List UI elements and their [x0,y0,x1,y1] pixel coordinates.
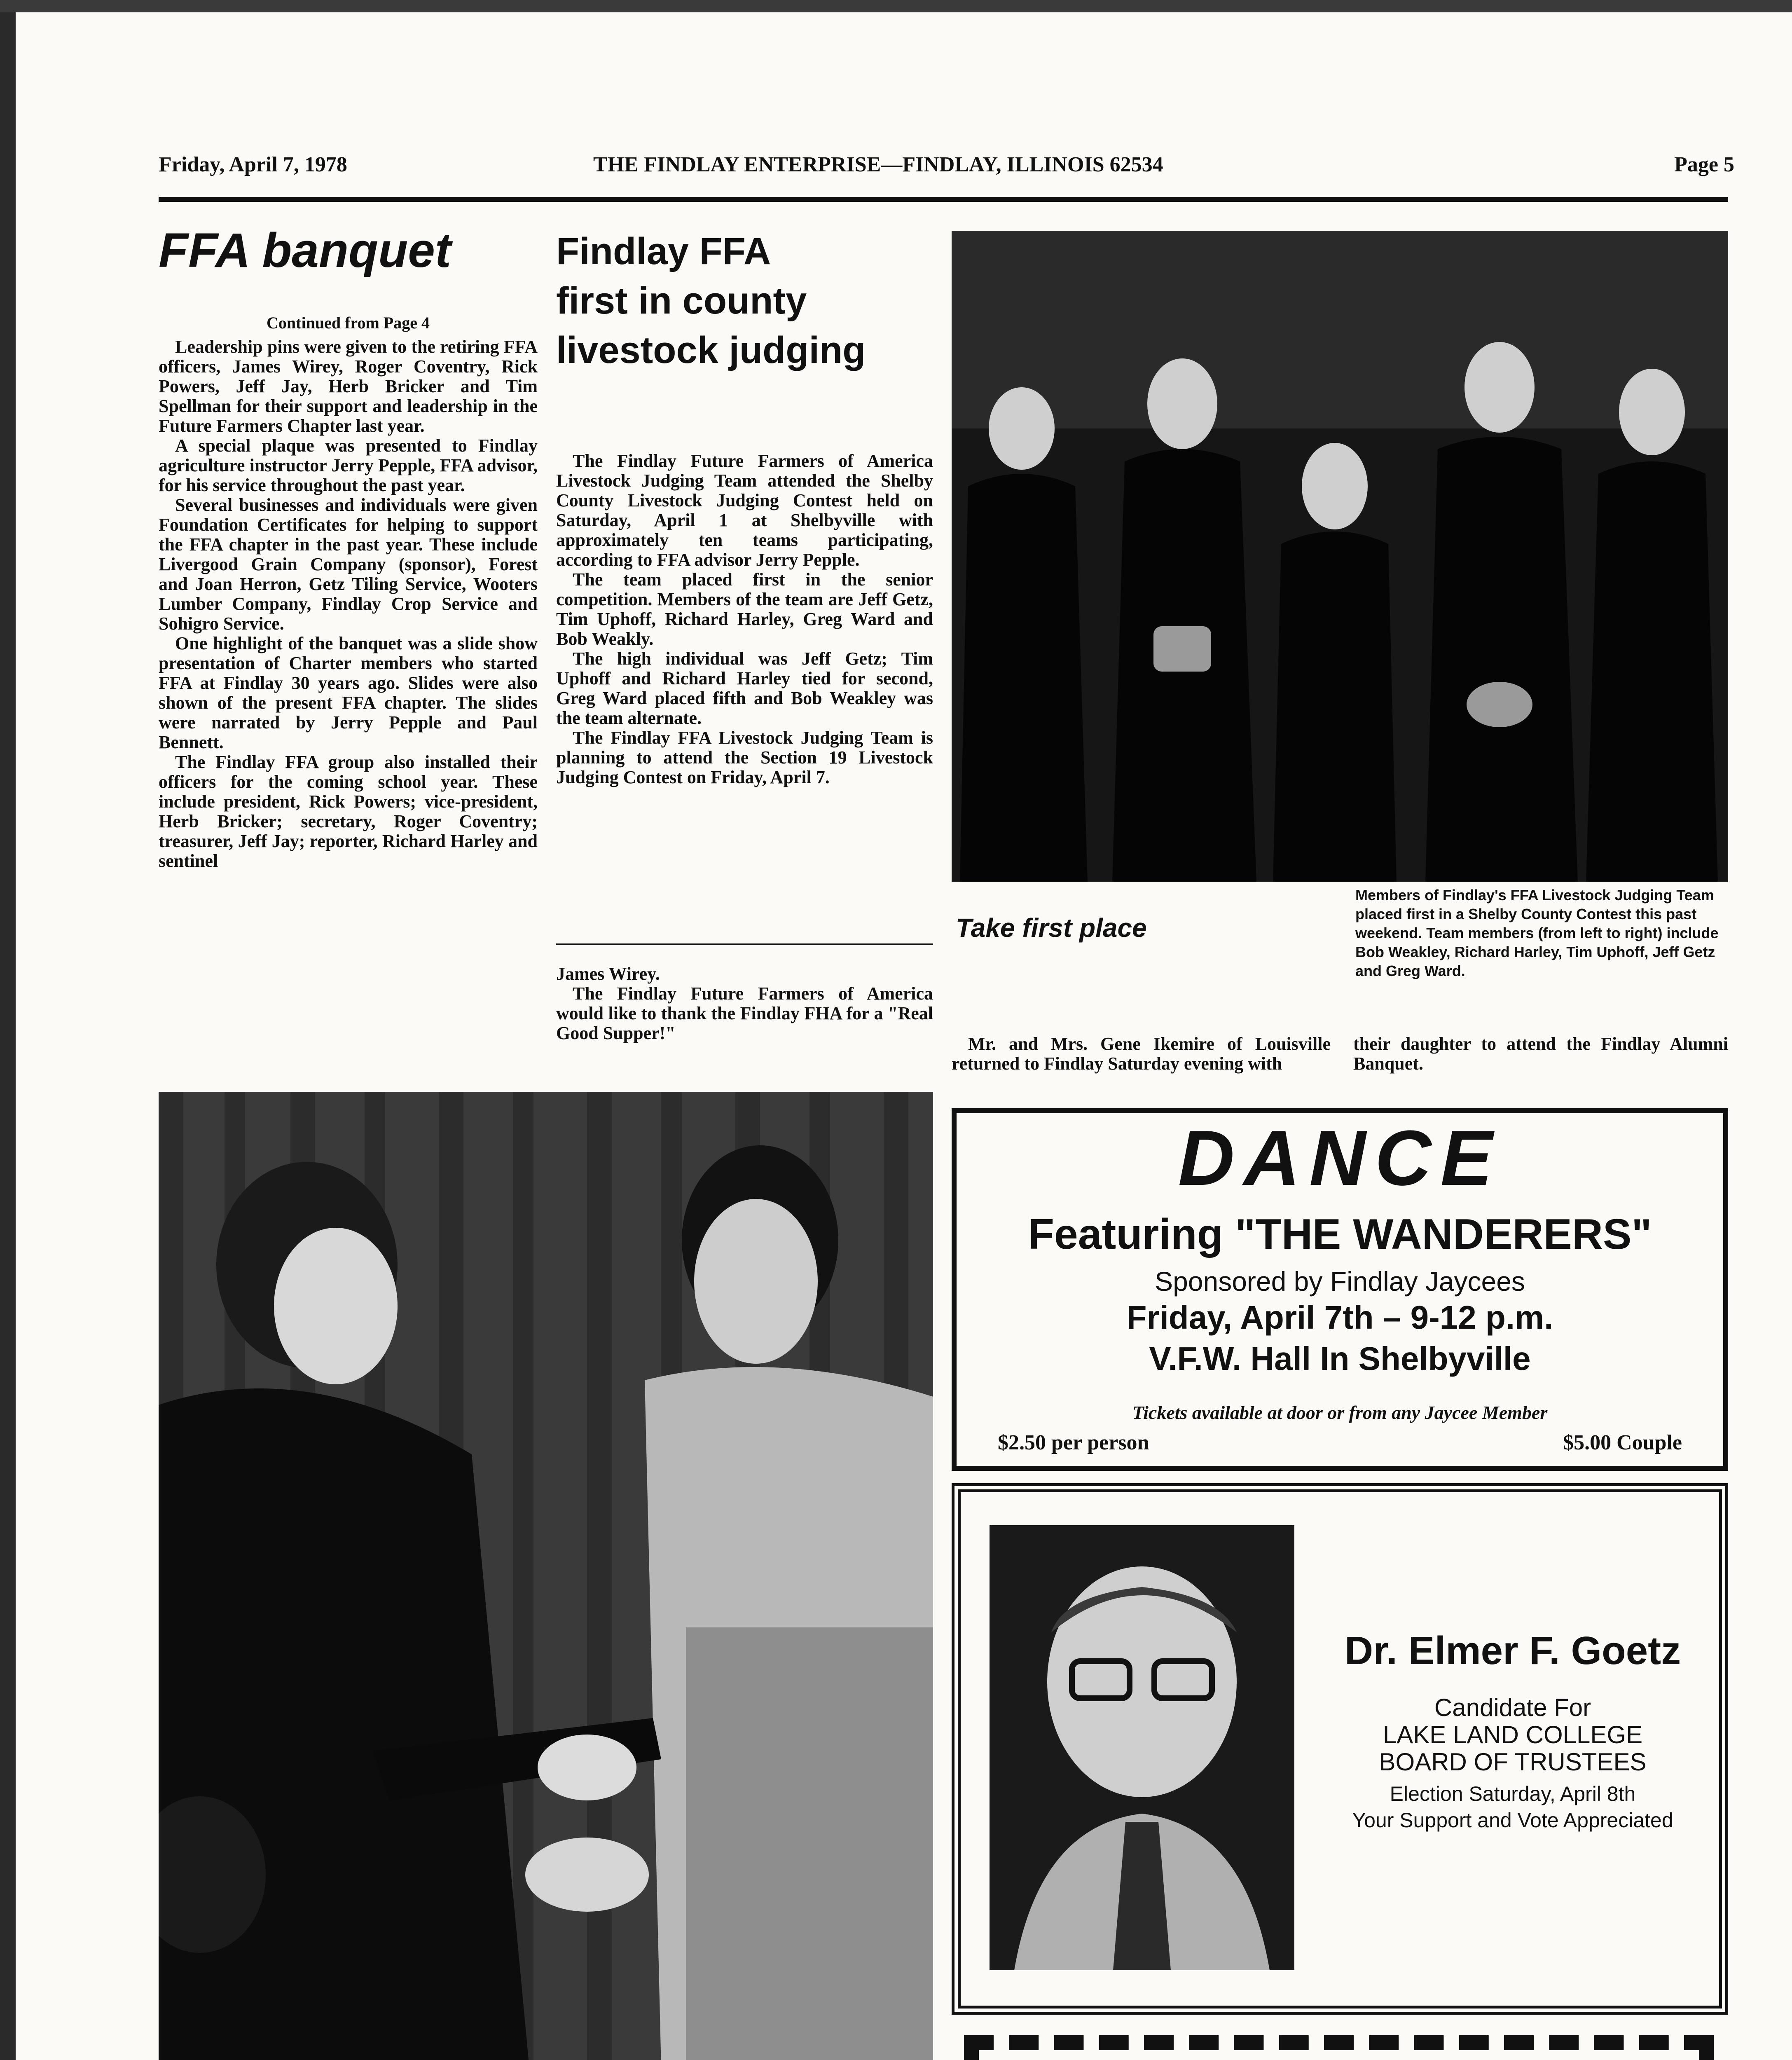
dance-sponsor: Sponsored by Findlay Jaycees [1155,1266,1525,1297]
dance-venue: V.F.W. Hall In Shelbyville [1149,1340,1531,1377]
header-rule [159,197,1728,202]
dance-time: Friday, April 7th – 9-12 p.m. [1126,1299,1553,1336]
findlay-crop-service-ad [964,2035,1714,2060]
outstanding-senior-photo [159,1092,933,2060]
ikemire-brief-right [1353,1034,1728,1074]
article-paragraph: Several businesses and individuals were given Foundation Certificates for helping to support the FFA chapter in the past year. These include Livergood Grain Company (sponsor), Forest and Joan Herron, Getz Tiling Service, Wooters Lumber Company, Findlay Crop Service and Sohigro Service. [159,495,538,634]
goetz-portrait [990,1525,1294,1970]
dance-title: DANCE [1178,1114,1502,1202]
continued-note: Continued from Page 4 [267,314,430,332]
goetz-campaign-ad [952,1483,1728,2015]
candidate-details [1323,1694,1702,1776]
masthead: THE FINDLAY ENTERPRISE—FINDLAY, ILLINOIS 62534 [593,153,1163,176]
article-paragraph: A special plaque was presented to Findlay agriculture instructor Jerry Pepple, FFA advisor, for his service throughout the past year. [159,435,538,495]
headline-line: livestock judging [556,329,866,371]
livestock-team-photo [952,231,1728,882]
article-paragraph: James Wirey. [556,964,660,984]
livestock-headline [556,227,866,375]
article-paragraph: The Findlay Future Farmers of America Livestock Judging Team attended the Shelby County Livestock Judging Contest held on Saturday, April 1 at Shelbyville with approximately ten teams participating, according to FFA advisor Jerry Pepple. [556,451,933,570]
candidate-name: Dr. Elmer F. Goetz [1344,1629,1681,1673]
article-paragraph: The high individual was Jeff Getz; Tim Uphoff and Richard Harley tied for second, Greg Ward placed fifth and Bob Weakley was the team alternate. [556,648,933,728]
issue-date: Friday, April 7, 1978 [159,153,347,176]
livestock-article [556,451,933,787]
article-paragraph: The team placed first in the senior competition. Members of the team are Jeff Getz, Tim Uphoff, Richard Harley, Greg Ward and Bob Weakly. [556,569,933,649]
dance-tickets: Tickets available at door or from any Jaycee Member [1132,1402,1548,1423]
election-details [1323,1781,1702,1833]
team-photo-caption: Members of Findlay's FFA Livestock Judging Team placed first in a Shelby County Contest this past weekend. Team members (from left to right) include Bob Weakley, Richard Harley, Tim Uphoff, Jeff Getz and Greg Ward. [1355,887,1719,979]
team-photo-title: Take first place [956,913,1147,943]
dance-price-couple: $5.00 Couple [1563,1431,1682,1454]
detail-line: LAKE LAND COLLEGE [1383,1721,1643,1749]
dance-featuring: Featuring "THE WANDERERS" [1028,1210,1652,1258]
ffa-banquet-headline: FFA banquet [159,223,452,278]
article-paragraph: Leadership pins were given to the retiring FFA officers, James Wirey, Roger Coventry, Rick Powers, Jeff Jay, Herb Bricker and Tim Spellman for their support and leadership in the Future Farmers Chapter last year. [159,337,538,436]
dance-price-single: $2.50 per person [998,1431,1149,1454]
detail-line: Candidate For [1434,1694,1591,1721]
wirey-continuation [556,964,933,1043]
article-paragraph: their daughter to attend the Findlay Alumni Banquet. [1353,1034,1728,1074]
detail-line: Your Support and Vote Appreciated [1352,1809,1673,1832]
headline-line: first in county [556,280,807,322]
page-top-shadow [0,0,1792,12]
detail-line: Election Saturday, April 8th [1390,1782,1636,1805]
page-edge-shadow [0,0,16,2060]
headline-line: Findlay FFA [556,230,771,272]
article-paragraph: Mr. and Mrs. Gene Ikemire of Louisville returned to Findlay Saturday evening with [952,1034,1331,1074]
page-number: Page 5 [1674,153,1734,176]
article-paragraph: One highlight of the banquet was a slide show presentation of Charter members who started FFA at Findlay 30 years ago. Slides were also shown of the present FFA chapter. The slides were narrated by Jerry Pepple and Paul Bennett. [159,633,538,752]
article-paragraph: The Findlay FFA group also installed their officers for the coming school year. These include president, Rick Powers; vice-president, Herb Bricker; secretary, Roger Coventry; treasurer, Jeff Jay; reporter, Richard Harley and sentinel [159,752,538,871]
detail-line: BOARD OF TRUSTEES [1379,1748,1647,1776]
senior-photo-image [159,1092,933,2060]
dance-ad [952,1108,1728,1471]
team-photo-image [952,231,1728,882]
column-rule [556,943,933,945]
article-paragraph: The Findlay FFA Livestock Judging Team is planning to attend the Section 19 Livestock Judging Contest on Friday, April 7. [556,728,933,787]
portrait-image [990,1525,1294,1970]
article-paragraph: The Findlay Future Farmers of America would like to thank the Findlay FHA for a "Real Good Supper!" [556,983,933,1043]
ikemire-brief-left [952,1034,1331,1074]
ffa-banquet-article [159,313,538,871]
